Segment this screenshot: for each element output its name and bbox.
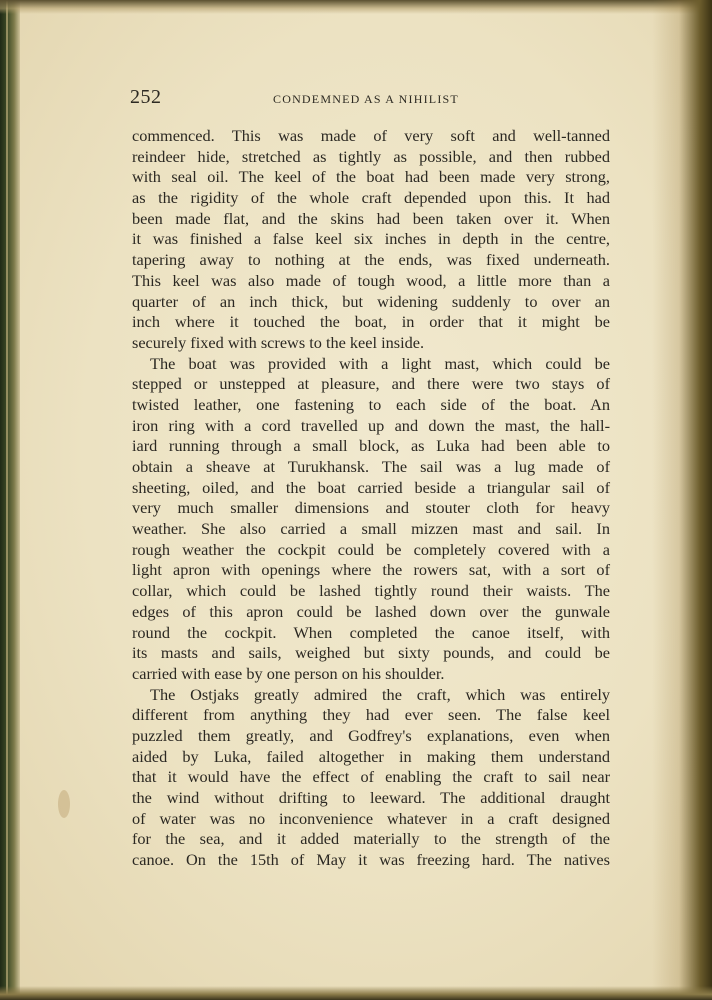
page-number: 252 [130,86,162,108]
text-line: quarter of an inch thick, but widening suddenly to over an [132,291,610,311]
text-line: tapering away to nothing at the ends, was fixed underneath. [132,250,610,270]
text-line: of water was no inconvenience whatever in a craft designed [132,808,610,828]
text-line: been made flat, and the skins had been taken over it. When [132,208,610,228]
text-line: as the rigidity of the whole craft depended upon this. It had [132,188,610,208]
text-line: iron ring with a cord travelled up and down the mast, the hall- [132,415,610,435]
text-line: obtain a sheave at Turukhansk. The sail was a lug made of [132,457,610,476]
paragraph [132,354,610,685]
text-line: it was finished a false keel six inches in depth in the centre, [132,229,610,249]
text-line: sheeting, oiled, and the boat carried beside a triangular sail of [132,477,610,497]
text-line: with seal oil. The keel of the boat had been made very strong, [132,167,610,187]
text-line: The boat was provided with a light mast, which could be [150,353,610,373]
spine-line [6,0,8,1000]
text-line: inch where it touched the boat, in order that it might be [132,312,610,332]
text-line: reindeer hide, stretched as tightly as possible, and then rubbed [132,146,610,166]
page-right-edge [652,0,712,1000]
text-line: securely fixed with screws to the keel inside. [132,332,425,352]
text-line: collar, which could be lashed tightly round their waists. The [132,581,610,601]
text-line: carried with ease by one person on his shoulder. [132,663,445,683]
text-line: canoe. On the 15th of May it was freezing hard. The natives [132,850,610,870]
text-line: edges of this apron could be lashed down over the gunwale [132,601,610,621]
text-line: rough weather the cockpit could be completely covered with a [132,539,610,559]
page-bottom-edge [0,986,712,1000]
text-line: for the sea, and it added materially to the strength of the [132,829,610,849]
paragraph [132,126,610,354]
body-text [132,126,610,871]
text-line: stepped or unstepped at pleasure, and there were two stays of [132,374,610,394]
text-line: This keel was also made of tough wood, a little more than a [132,270,610,290]
running-head: CONDEMNED AS A NIHILIST [273,92,459,106]
text-line: that it would have the effect of enabling the craft to sail near [132,767,610,787]
page-header [130,86,610,112]
text-line: The Ostjaks greatly admired the craft, which was entirely [150,684,610,704]
book-spine [0,0,20,1000]
text-line: commenced. This was made of very soft and well-tanned [132,126,610,145]
text-line: weather. She also carried a small mizzen mast and sail. In [132,519,610,539]
text-line: twisted leather, one fastening to each side of the boat. An [132,394,610,414]
text-line: different from anything they had ever seen. The false keel [132,705,610,725]
paper-stain [58,790,70,818]
text-line: light apron with openings where the rowers sat, with a sort of [132,560,610,580]
text-line: the wind without drifting to leeward. The additional draught [132,788,610,807]
text-line: iard running through a small block, as Luka had been able to [132,436,610,456]
text-line: aided by Luka, failed altogether in making them understand [132,746,610,766]
paragraph [132,685,610,871]
text-line: very much smaller dimensions and stouter cloth for heavy [132,498,610,518]
text-line: round the cockpit. When completed the canoe itself, with [132,622,610,642]
text-line: puzzled them greatly, and Godfrey's explanations, even when [132,725,610,745]
page-top-edge [0,0,712,14]
text-line: its masts and sails, weighed but sixty pounds, and could be [132,643,610,663]
